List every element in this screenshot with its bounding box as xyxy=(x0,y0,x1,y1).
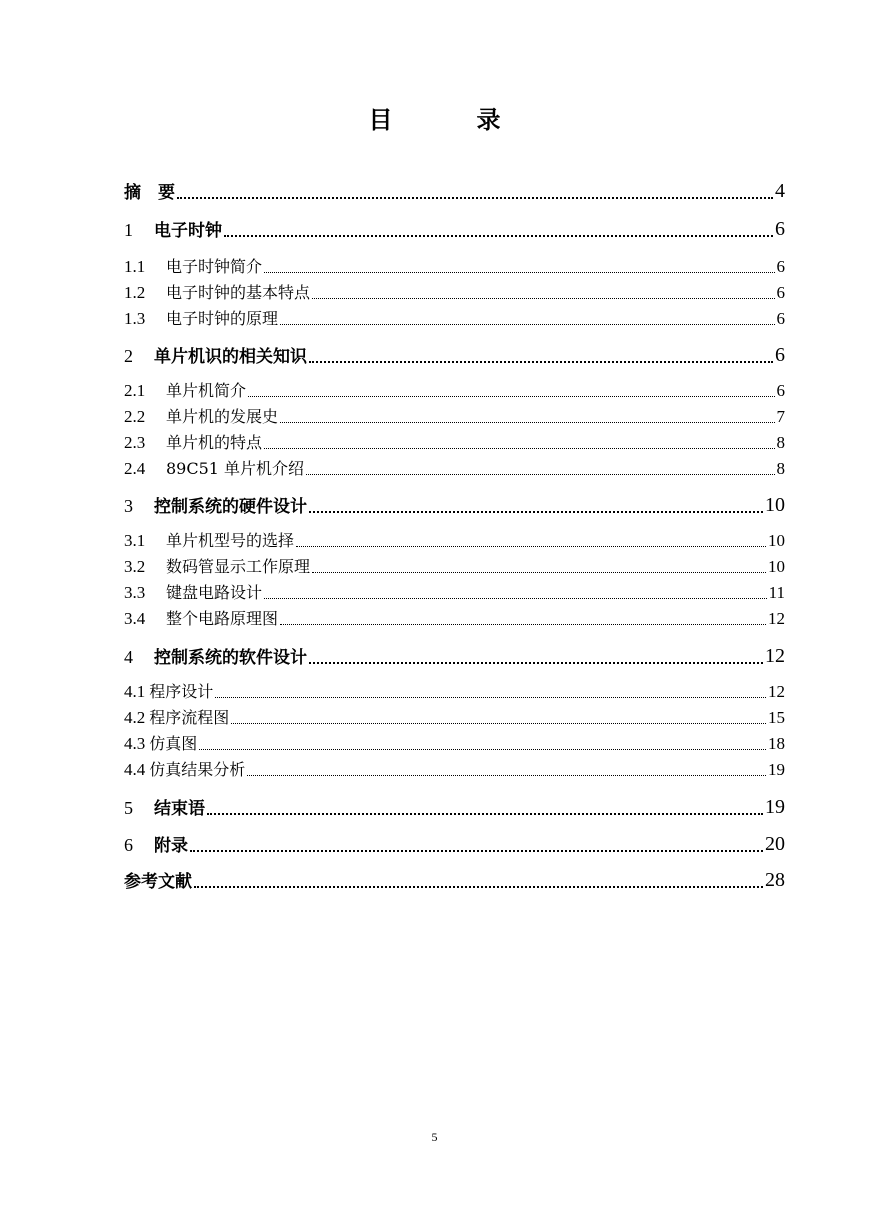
toc-entry-page: 10 xyxy=(765,494,785,516)
toc-entry-page: 6 xyxy=(776,381,785,400)
toc-leader xyxy=(296,536,766,547)
toc-entry-label: 单片机的特点 xyxy=(166,433,263,452)
toc-entry-number: 3.3 xyxy=(124,583,146,602)
toc-leader xyxy=(224,225,773,237)
toc-entry-number: 6 xyxy=(124,835,133,855)
toc-entry-page: 15 xyxy=(768,708,785,727)
toc-entry-label: 键盘电路设计 xyxy=(166,583,263,602)
toc-leader xyxy=(280,314,774,325)
toc-leader xyxy=(306,464,774,475)
toc-entry[interactable] xyxy=(124,178,785,203)
toc-entry-label: 单片机识的相关知识 xyxy=(154,347,307,367)
toc-leader xyxy=(194,876,763,888)
toc-leader xyxy=(215,687,766,698)
toc-leader xyxy=(309,652,763,664)
toc-leader xyxy=(264,588,767,599)
toc-entry-page: 7 xyxy=(776,407,785,426)
toc-entry-number: 3.2 xyxy=(124,557,146,576)
toc-entry[interactable] xyxy=(124,342,785,367)
toc-entry[interactable] xyxy=(124,679,785,702)
toc-entry-label: 参考文献 xyxy=(124,872,192,892)
toc-entry-number: 3.1 xyxy=(124,531,146,550)
toc-entry-number: 3 xyxy=(124,496,133,516)
toc-entry-page: 6 xyxy=(776,283,785,302)
toc-entry-number: 1.3 xyxy=(124,309,146,328)
toc-entry-label: 单片机的发展史 xyxy=(166,407,279,426)
toc-entry-page: 8 xyxy=(776,433,785,452)
toc-entry-number: 4.1 xyxy=(124,682,146,701)
toc-entry-label: 整个电路原理图 xyxy=(166,609,279,628)
toc-entry-page: 6 xyxy=(776,257,785,276)
toc-entry-label: 程序流程图 xyxy=(149,708,230,727)
toc-entry[interactable] xyxy=(124,280,785,303)
toc-entry[interactable] xyxy=(124,554,785,577)
toc-entry-number: 5 xyxy=(124,798,133,818)
toc-entry-label: 仿真结果分析 xyxy=(149,760,246,779)
toc-entry-page: 6 xyxy=(775,218,785,240)
toc-leader xyxy=(264,262,774,273)
toc-entry[interactable] xyxy=(124,831,785,856)
toc-entry-number: 1.2 xyxy=(124,283,146,302)
toc-entry-label: 附录 xyxy=(154,836,188,856)
toc-leader xyxy=(248,386,774,397)
toc-entry[interactable] xyxy=(124,456,785,479)
toc-entry-label: 控制系统的硬件设计 xyxy=(154,497,307,517)
toc-entry-number: 1.1 xyxy=(124,257,146,276)
toc-entry-number: 4.4 xyxy=(124,760,146,779)
toc-entry-number: 2.4 xyxy=(124,459,146,478)
toc-entry[interactable] xyxy=(124,306,785,329)
toc-entry-page: 10 xyxy=(768,557,785,576)
toc-entry-page: 20 xyxy=(765,833,785,855)
toc-entry-label: 结束语 xyxy=(154,799,205,819)
toc-entry-page: 11 xyxy=(768,583,785,602)
toc-entry-number: 2 xyxy=(124,346,133,366)
toc-leader xyxy=(199,739,766,750)
toc-entry-page: 4 xyxy=(775,180,785,202)
toc-entry-label: 单片机型号的选择 xyxy=(166,531,295,550)
toc-entry-number: 4 xyxy=(124,647,133,667)
toc-entry-label: 控制系统的软件设计 xyxy=(154,648,307,668)
toc-leader xyxy=(264,438,774,449)
toc-entry-page: 18 xyxy=(768,734,785,753)
toc-leader xyxy=(247,765,766,776)
toc-entry[interactable] xyxy=(124,254,785,277)
toc-entry-label: 程序设计 xyxy=(149,682,214,701)
toc-entry[interactable] xyxy=(124,580,785,603)
toc-entry-number: 4.2 xyxy=(124,708,146,727)
toc-entry[interactable] xyxy=(124,606,785,629)
toc-entry-page: 6 xyxy=(775,344,785,366)
toc-entry[interactable] xyxy=(124,216,785,241)
toc-title: 目 录 xyxy=(368,106,531,134)
toc-leader xyxy=(280,614,766,625)
toc-leader xyxy=(177,187,773,199)
page-number: 5 xyxy=(431,1130,438,1144)
toc-entry-label: 电子时钟简介 xyxy=(166,257,263,276)
toc-leader xyxy=(309,351,773,363)
toc-entry-number: 2.1 xyxy=(124,381,146,400)
toc-entry-label: 电子时钟的基本特点 xyxy=(166,283,311,302)
toc-leader xyxy=(312,288,774,299)
toc-entry-label: 电子时钟的原理 xyxy=(166,309,279,328)
toc-entry[interactable] xyxy=(124,643,785,668)
toc-leader xyxy=(280,412,774,423)
toc-entry-label: 仿真图 xyxy=(149,734,198,753)
toc-entry-page: 19 xyxy=(768,760,785,779)
toc-entry[interactable] xyxy=(124,867,785,892)
toc-entry[interactable] xyxy=(124,404,785,427)
toc-entry[interactable] xyxy=(124,492,785,517)
toc-entry-label: 数码管显示工作原理 xyxy=(166,557,311,576)
toc-entry[interactable] xyxy=(124,528,785,551)
toc-entry-label: 单片机简介 xyxy=(166,381,247,400)
toc-entry[interactable] xyxy=(124,705,785,728)
toc-entry[interactable] xyxy=(124,794,785,819)
toc-leader xyxy=(190,840,763,852)
toc-entry-page: 12 xyxy=(765,645,785,667)
toc-leader xyxy=(309,501,763,513)
toc-leader xyxy=(231,713,766,724)
toc-entry-page: 10 xyxy=(768,531,785,550)
toc-entry-number: 4.3 xyxy=(124,734,146,753)
toc-entry[interactable] xyxy=(124,731,785,754)
toc-leader xyxy=(312,562,766,573)
toc-entry-number: 2.2 xyxy=(124,407,146,426)
toc-entry-label: 摘 要 xyxy=(124,183,175,203)
toc-entry-page: 8 xyxy=(776,459,785,478)
toc-leader xyxy=(207,803,763,815)
toc-entry-label: 89C51 单片机介绍 xyxy=(166,459,305,478)
toc-entry-page: 12 xyxy=(768,682,785,701)
toc-entry-number: 1 xyxy=(124,220,133,240)
toc-entry-page: 28 xyxy=(765,869,785,891)
toc-entry-page: 12 xyxy=(768,609,785,628)
toc-entry-number: 3.4 xyxy=(124,609,146,628)
toc-entry-label: 电子时钟 xyxy=(154,221,222,241)
toc-entry[interactable] xyxy=(124,430,785,453)
toc-entry-page: 19 xyxy=(765,796,785,818)
toc-entry[interactable] xyxy=(124,378,785,401)
toc-entry-page: 6 xyxy=(776,309,785,328)
toc-entry[interactable] xyxy=(124,757,785,780)
toc-entry-number: 2.3 xyxy=(124,433,146,452)
